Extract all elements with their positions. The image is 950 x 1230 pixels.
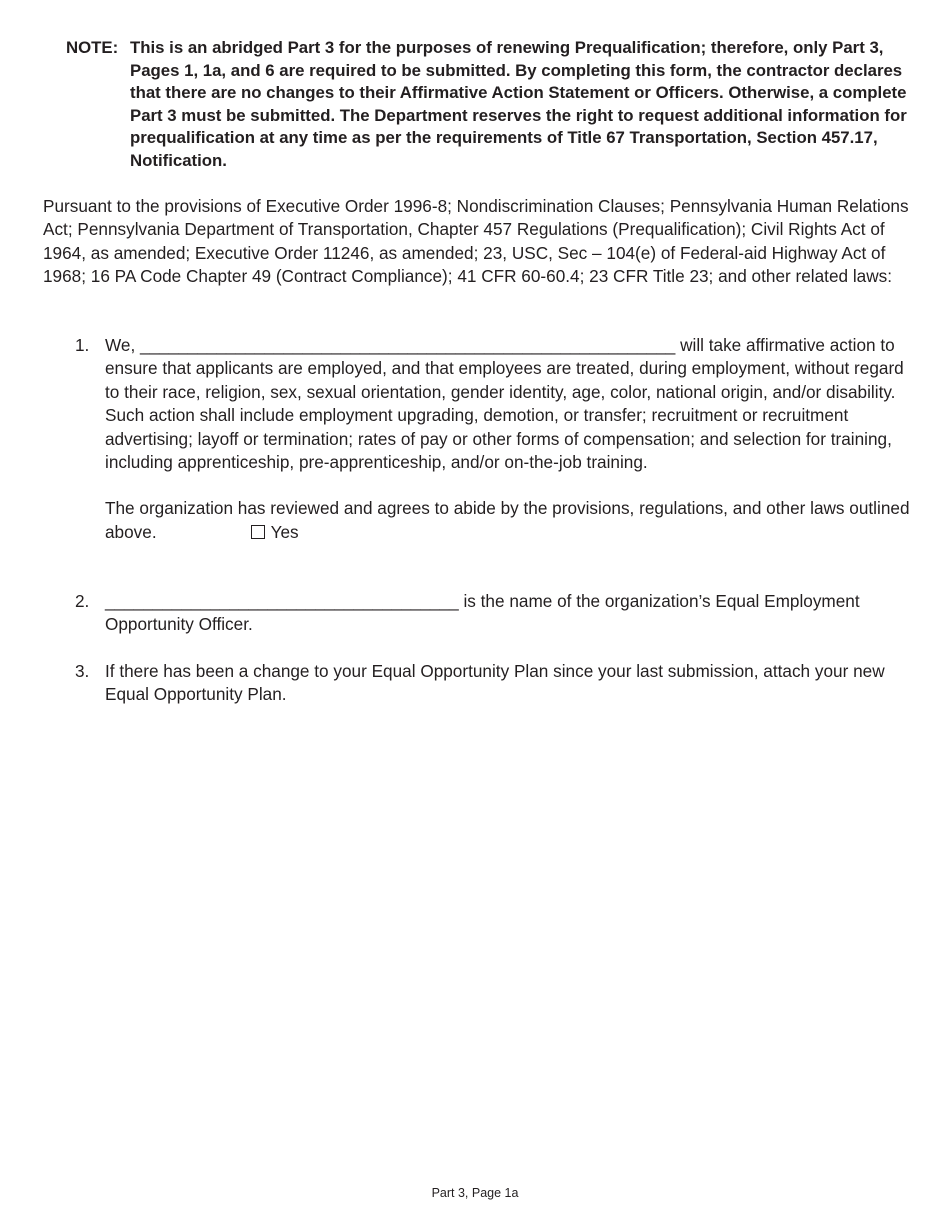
note-label: NOTE: — [66, 38, 119, 57]
item-number: 2. — [75, 591, 90, 611]
acknowledgement-text: The organization has reviewed and agrees to abide by the provisions, regulations, and other laws outlined above. — [105, 498, 910, 542]
item-number: 1. — [75, 335, 90, 355]
list-item-3 — [75, 660, 920, 707]
list-item-1 — [75, 334, 920, 544]
list-item-2 — [75, 590, 920, 637]
yes-checkbox[interactable] — [251, 525, 265, 539]
item-2-text: is the name of the organization’s Equal Employment Opportunity Officer. — [105, 591, 860, 635]
eeo-officer-name-field[interactable]: _____________________________________ — [105, 591, 459, 611]
item-number: 3. — [75, 661, 90, 681]
yes-label: Yes — [270, 521, 299, 542]
organization-name-field[interactable]: ________________________________________________________ — [140, 335, 676, 355]
page-footer: Part 3, Page 1a — [431, 1186, 519, 1200]
item-1-text: will take affirmative action to ensure that applicants are employed, and that employees are treated, during employment, without regard to their race, religion, sex, sexual orientation, gender identity, age, color, national origin, and/or disability. Such action shall include employment upgrading, demotion, or transfer; recruitment or recruitment advertising; layoff or termination; rates of pay or other forms of compensation; and selection for training, including apprenticeship, pre-apprenticeship, and/or on-the-job training. — [105, 335, 904, 473]
acknowledgement — [105, 497, 920, 544]
item-1-lead: We, — [105, 335, 136, 355]
note-block — [66, 37, 916, 173]
item-3-text: If there has been a change to your Equal Opportunity Plan since your last submission, attach your new Equal Opportunity Plan. — [105, 661, 885, 705]
intro-paragraph: Pursuant to the provisions of Executive Order 1996-8; Nondiscrimination Clauses; Pennsylvania Human Relations Act; Pennsylvania Department of Transportation, Chapter 457 Regulations (Prequalification); Civil Rights Act of 1964, as amended; Executive Order 11246, as amended; 23, USC, Sec – 104(e) of Federal-aid Highway Act of 1968; 16 PA Code Chapter 49 (Contract Compliance); 41 CFR 60-60.4; 23 CFR Title 23; and other related laws: — [43, 196, 909, 287]
note-text: This is an abridged Part 3 for the purposes of renewing Prequalification; therefore, only Part 3, Pages 1, 1a, and 6 are required to be submitted. By completing this form, the contractor declares that there are no changes to their Affirmative Action Statement or Officers. Otherwise, a complete Part 3 must be submitted. The Department reserves the right to request additional information for prequalification at any time as per the requirements of Title 67 Transportation, Section 457.17, Notification. — [130, 38, 907, 170]
item-1-statement — [105, 334, 920, 474]
